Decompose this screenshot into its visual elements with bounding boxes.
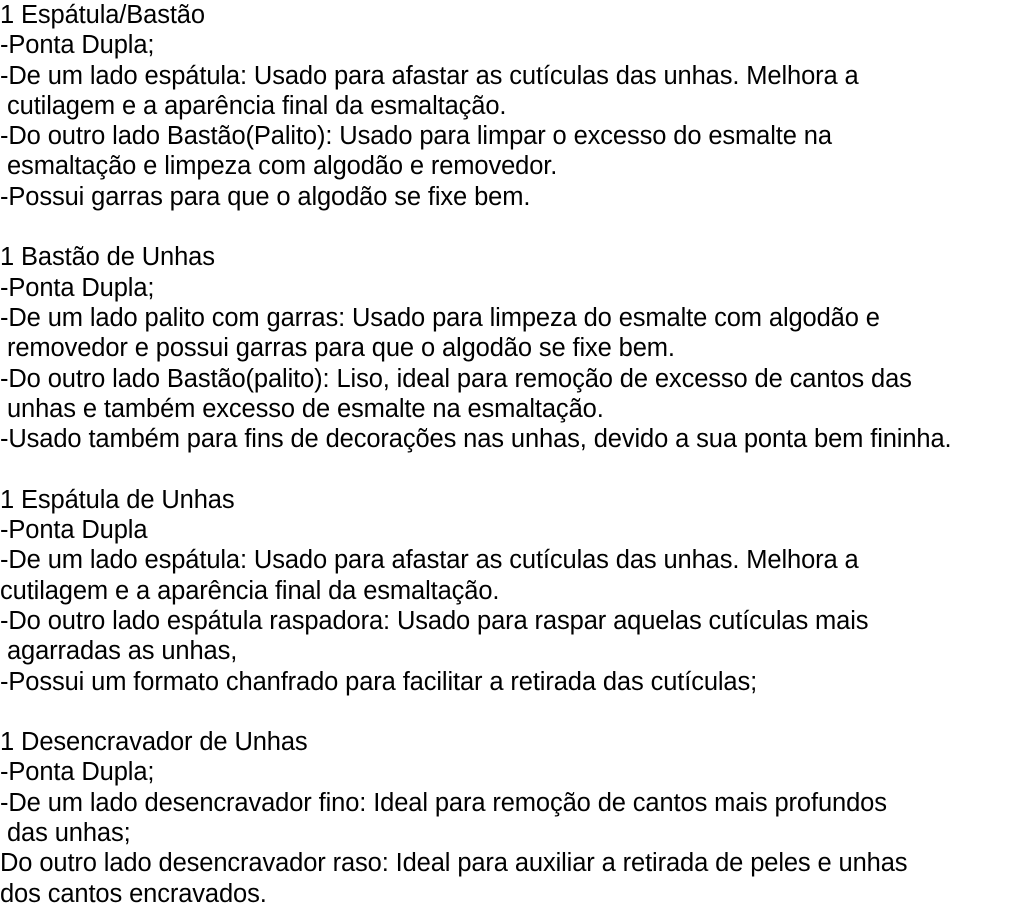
text-line: esmaltação e limpeza com algodão e removedor.: [7, 152, 558, 181]
blank-line: [0, 454, 1024, 484]
section-title: 1 Espátula/Bastão: [0, 1, 205, 29]
text-line: -Usado também para fins de decorações nas unhas, devido a sua ponta bem fininha.: [0, 425, 952, 454]
text-line: dos cantos encravados.: [0, 879, 267, 908]
section-espatula-bastao: [0, 0, 1024, 212]
text-line: -Ponta Dupla;: [0, 31, 155, 60]
section-title: 1 Desencravador de Unhas: [0, 728, 308, 757]
blank-line: [0, 697, 1024, 727]
text-line: cutilagem e a aparência final da esmaltação.: [7, 91, 507, 120]
section-espatula-de-unhas: [0, 485, 1024, 697]
text-line: -Do outro lado espátula raspadora: Usado para raspar aquelas cutículas mais: [0, 606, 869, 635]
text-line: cutilagem e a aparência final da esmaltação.: [0, 576, 500, 605]
text-line: -Possui garras para que o algodão se fixe bem.: [0, 182, 531, 211]
blank-line: [0, 212, 1024, 242]
text-line: -Do outro lado Bastão(Palito): Usado para limpar o excesso do esmalte na: [0, 122, 832, 151]
text-line: -Ponta Dupla;: [0, 758, 155, 787]
section-title: 1 Bastão de Unhas: [0, 243, 215, 272]
text-line: Do outro lado desencravador raso: Ideal para auxiliar a retirada de peles e unhas: [0, 849, 908, 878]
text-line: removedor e possui garras para que o algodão se fixe bem.: [7, 334, 675, 363]
text-line: -De um lado palito com garras: Usado para limpeza do esmalte com algodão e: [0, 303, 880, 332]
section-bastao-de-unhas: [0, 242, 1024, 454]
text-line: unhas e também excesso de esmalte na esmaltação.: [7, 394, 604, 423]
text-line: -Ponta Dupla: [0, 516, 148, 545]
text-line: -Possui um formato chanfrado para facilitar a retirada das cutículas;: [0, 667, 758, 696]
section-desencravador-de-unhas: [0, 727, 1024, 909]
text-line: -Ponta Dupla;: [0, 273, 155, 302]
text-line: -De um lado espátula: Usado para afastar as cutículas das unhas. Melhora a: [0, 546, 859, 575]
text-line: agarradas as unhas,: [7, 637, 238, 666]
text-line: -De um lado espátula: Usado para afastar as cutículas das unhas. Melhora a: [0, 61, 859, 90]
text-line: -De um lado desencravador fino: Ideal para remoção de cantos mais profundos: [0, 788, 887, 817]
text-line: das unhas;: [7, 819, 131, 848]
section-title: 1 Espátula de Unhas: [0, 485, 235, 514]
text-line: -Do outro lado Bastão(palito): Liso, ideal para remoção de excesso de cantos das: [0, 364, 912, 393]
